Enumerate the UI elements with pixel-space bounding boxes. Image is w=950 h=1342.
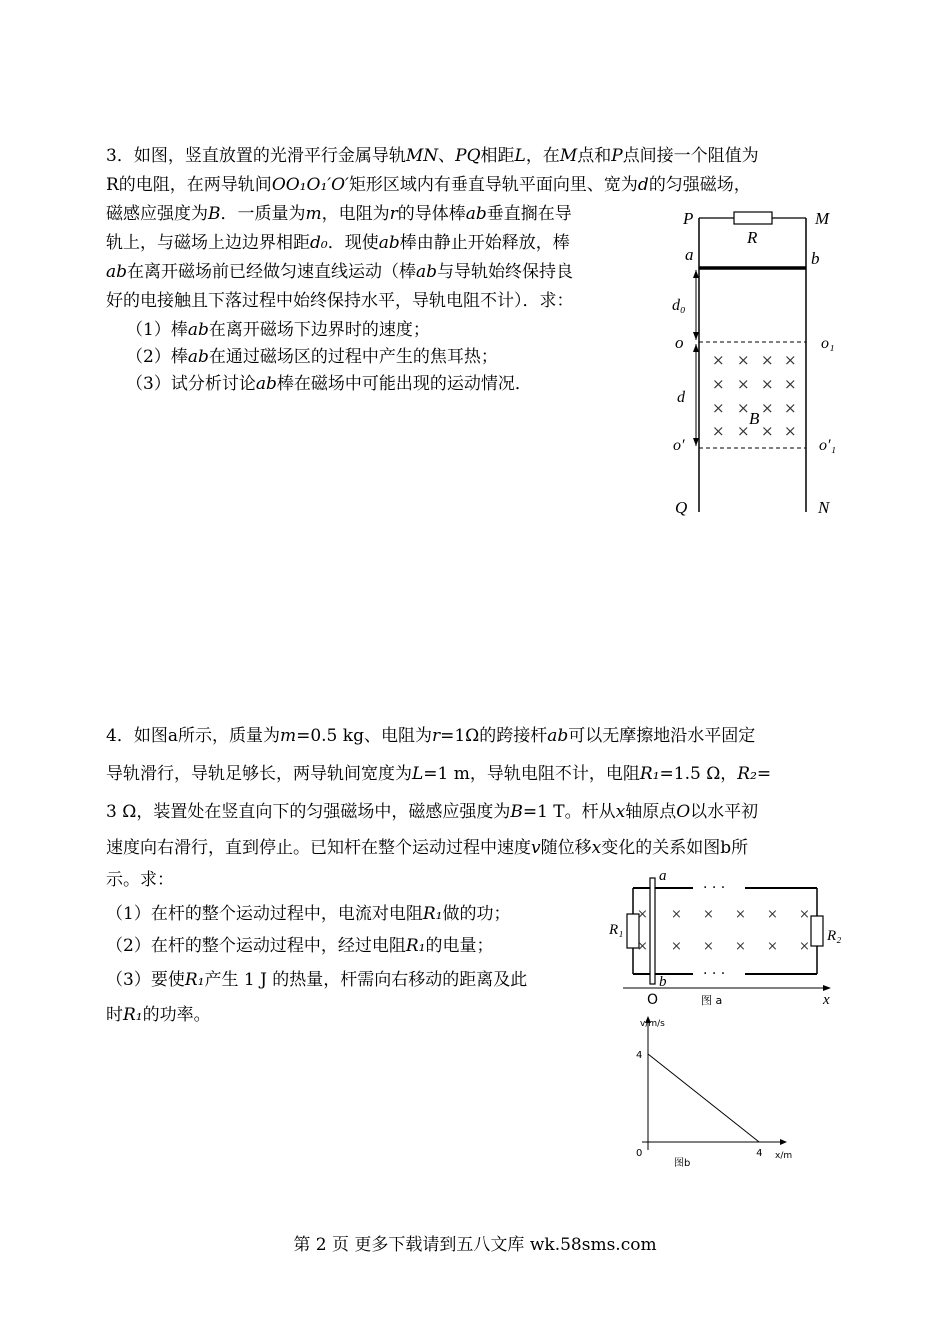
field-cross: × — [671, 939, 682, 954]
q3-line-4 — [106, 231, 570, 255]
q3-text: ，在 — [525, 146, 560, 166]
q3-var-ab: ab — [106, 262, 128, 282]
label-b: b — [811, 249, 820, 268]
q4-sub-1 — [106, 902, 510, 926]
q3-text: ，电阻为 — [321, 204, 390, 224]
q4-text: =1Ω的跨接杆 — [440, 726, 548, 746]
resistor-r — [734, 212, 772, 224]
q4-var-r1: R₁ — [405, 936, 426, 956]
q4-sub-2 — [106, 934, 493, 958]
q3-text: 3．如图，竖直放置的光滑平行金属导轨 — [106, 146, 406, 166]
field-cross: × — [735, 907, 746, 922]
label-r1: R₁ — [609, 922, 624, 938]
q3-text: 好的电接触且下落过程中始终保持水平，导轨电阻不计）．求： — [106, 291, 574, 311]
chart-layer — [636, 1016, 792, 1169]
label-o-prime: o′ — [673, 437, 685, 454]
q4-text: 可以无摩擦地沿水平固定 — [568, 726, 756, 746]
q3-text: 矩形区域内有垂直导轨平面向里、宽为 — [348, 175, 638, 195]
q4-var-o: O — [676, 802, 691, 822]
label-field-b: B — [749, 409, 760, 428]
q4-sub-3 — [106, 968, 527, 992]
y-tick-label: 4 — [636, 1050, 643, 1061]
q3-text: ．现使 — [327, 233, 379, 253]
field-cross: × — [737, 422, 750, 440]
dim-d-arrow-up — [693, 344, 699, 352]
q3-var-l: L — [514, 146, 526, 166]
field-cross: × — [761, 399, 774, 417]
field-cross: × — [799, 907, 810, 922]
q3-text: 与导轨始终保持良 — [437, 262, 574, 282]
q3-line-5 — [106, 260, 573, 284]
field-cross: × — [735, 939, 746, 954]
q4-text: 随位移 — [540, 838, 592, 858]
field-cross: × — [703, 939, 714, 954]
label-r: R — [747, 228, 758, 247]
q4-text: 做的功； — [442, 904, 511, 924]
field-cross: × — [712, 399, 725, 417]
label-o1-prime: o′₁ — [819, 437, 837, 454]
dim-d0-arrow-up — [693, 270, 699, 278]
q3-var-mn: MN — [405, 146, 439, 166]
label-x: x — [823, 992, 830, 1008]
x-axis-label: x/m — [775, 1151, 793, 1161]
q4-var-r1: R₁ — [639, 764, 660, 784]
label-d0: d₀ — [672, 297, 686, 314]
q4-sub-4 — [106, 1003, 211, 1027]
q4-var-r1: R₁ — [123, 1005, 143, 1025]
field-cross: × — [737, 351, 750, 369]
q4-figure-a — [605, 868, 855, 1008]
field-cross: × — [671, 907, 682, 922]
q3-var-ab: ab — [465, 204, 487, 224]
q3-var-pq: PQ — [455, 146, 481, 166]
q3-text: 相距 — [480, 146, 515, 166]
x-tick-label: 0 — [636, 1148, 643, 1159]
q3-text: （3）试分析讨论 — [126, 374, 256, 394]
q3-var-ab: ab — [187, 320, 209, 340]
magnetic-field-crosses — [637, 907, 810, 954]
q3-line-3 — [106, 202, 572, 226]
field-cross: × — [703, 907, 714, 922]
q4-text: =1 T。杆从 — [522, 802, 616, 822]
q3-text: 棒由静止开始释放，棒 — [399, 233, 570, 253]
q3-var-r: r — [389, 204, 398, 224]
resistor-r2 — [811, 916, 823, 946]
q4-text: 示。求： — [106, 870, 174, 890]
q4-var-v: v — [531, 838, 541, 858]
rod-ab — [650, 878, 655, 984]
field-cross: × — [712, 351, 725, 369]
q3-var-mass: m — [305, 204, 322, 224]
chart-title: 图b — [674, 1158, 691, 1169]
q4-text: 速度向右滑行，直到停止。已知杆在整个运动过程中速度 — [106, 838, 531, 858]
q3-text: 轨上，与磁场上边边界相距 — [106, 233, 310, 253]
q3-var-region: OO₁O₁′O′ — [271, 175, 349, 195]
label-m: M — [815, 209, 830, 228]
field-cross: × — [712, 422, 725, 440]
label-b: b — [659, 974, 667, 990]
field-cross: × — [767, 907, 778, 922]
field-cross: × — [761, 351, 774, 369]
q4-var-x: x — [615, 802, 626, 822]
q3-text: R的电阻，在两导轨间 — [106, 175, 272, 195]
q3-text: 垂直搁在导 — [486, 204, 572, 224]
q4-line-5 — [106, 868, 174, 892]
field-cross: × — [712, 375, 725, 393]
field-cross: × — [761, 422, 774, 440]
q4-text: 轴原点 — [625, 802, 677, 822]
q4-var-r1: R₁ — [184, 970, 205, 990]
field-cross: × — [637, 939, 648, 954]
q3-text: 在离开磁场下边界时的速度； — [208, 320, 430, 340]
q4-var-x: x — [591, 838, 602, 858]
x-axis-arrow — [780, 1139, 787, 1145]
q3-var-ab: ab — [416, 262, 438, 282]
q3-text: 的匀强磁场， — [648, 175, 751, 195]
q4-line-2 — [106, 762, 771, 786]
field-cross: × — [761, 375, 774, 393]
field-cross: × — [784, 375, 797, 393]
dim-d0-arrow-down — [693, 332, 699, 340]
q3-text: 磁感应强度为 — [106, 204, 208, 224]
q3-var-ab: ab — [255, 374, 277, 394]
q4-text: （2）在杆的整个运动过程中，经过电阻 — [106, 936, 406, 956]
q4-text: 时 — [106, 1005, 123, 1025]
q4-text: 产生 1 J 的热量，杆需向右移动的距离及此 — [204, 970, 528, 990]
q3-var-d0: d₀ — [310, 233, 328, 253]
q3-var-m-point: M — [559, 146, 578, 166]
q3-text: 点间接一个阻值为 — [622, 146, 759, 166]
q4-var-l: L — [412, 764, 424, 784]
q4-text: 3 Ω，装置处在竖直向下的匀强磁场中，磁感应强度为 — [106, 802, 511, 822]
q3-text: （2）棒 — [126, 347, 188, 367]
field-cross: × — [737, 375, 750, 393]
q3-line-1 — [106, 144, 759, 168]
label-q: Q — [675, 498, 688, 517]
q3-var-ab: ab — [187, 347, 209, 367]
label-o: o — [675, 333, 684, 352]
label-d: d — [677, 389, 685, 406]
q4-text: = — [756, 764, 772, 784]
q4-figure-b-chart — [620, 1015, 800, 1185]
q3-text: 在通过磁场区的过程中产生的焦耳热； — [208, 347, 498, 367]
label-n: N — [818, 498, 830, 517]
q3-text: 的导体棒 — [397, 204, 466, 224]
label-o1: o₁ — [821, 335, 835, 352]
field-cross: × — [784, 422, 797, 440]
q3-text: ．一质量为 — [220, 204, 306, 224]
q4-var-b: B — [510, 802, 523, 822]
q3-var-p-point: P — [611, 146, 623, 166]
field-cross: × — [784, 399, 797, 417]
q4-var-ab: ab — [547, 726, 569, 746]
q4-line-3 — [106, 800, 758, 824]
q4-text: =1 m，导轨电阻不计，电阻 — [423, 764, 640, 784]
q3-sub-3 — [126, 372, 532, 396]
q4-line-4 — [106, 836, 748, 860]
q3-sub-2 — [126, 345, 498, 369]
field-cross: × — [784, 351, 797, 369]
q3-text: 在离开磁场前已经做匀速直线运动（棒 — [127, 262, 417, 282]
q3-var-d: d — [637, 175, 649, 195]
q3-line-2 — [106, 173, 751, 197]
q3-text: 棒在磁场中可能出现的运动情况． — [276, 374, 532, 394]
q4-text: 变化的关系如图b所 — [601, 838, 749, 858]
field-cross: × — [767, 939, 778, 954]
dim-d-arrow-down — [693, 438, 699, 446]
q4-text: =1.5 Ω， — [659, 764, 738, 784]
q3-sub-1 — [126, 318, 430, 342]
x-axis-arrow — [823, 985, 831, 991]
q3-var-b: B — [208, 204, 221, 224]
q3-var-ab: ab — [378, 233, 400, 253]
field-cross: × — [737, 399, 750, 417]
q3-line-6 — [106, 289, 574, 313]
q4-text: （1）在杆的整个运动过程中，电流对电阻 — [106, 904, 423, 924]
q4-text: 以水平初 — [690, 802, 759, 822]
q4-var-r2: R₂ — [737, 764, 757, 784]
label-a: a — [659, 868, 667, 884]
q3-text: 、 — [438, 146, 456, 166]
x-tick-label: 4 — [756, 1148, 763, 1159]
q4-text: 导轨滑行，导轨足够长，两导轨间宽度为 — [106, 764, 412, 784]
caption-fig-a: 图 a — [701, 994, 723, 1007]
q4-var-r1: R₁ — [422, 904, 443, 924]
label-r2: R₂ — [827, 928, 842, 944]
series-line — [648, 1054, 759, 1142]
q3-text: （1）棒 — [126, 320, 188, 340]
dots-bottom: · · · — [703, 966, 726, 982]
field-cross: × — [799, 939, 810, 954]
q4-var-m: m — [279, 726, 297, 746]
field-cross: × — [637, 907, 648, 922]
dots-top: · · · — [703, 880, 726, 896]
q4-text: =0.5 kg、电阻为 — [296, 726, 432, 746]
q3-text: 点和 — [577, 146, 612, 166]
q4-text: 的功率。 — [142, 1005, 211, 1025]
q4-text: （3）要使 — [106, 970, 185, 990]
q4-line-1 — [106, 724, 755, 748]
label-origin: O — [647, 992, 659, 1008]
q3-rail-figure — [665, 200, 855, 520]
y-axis-label: v/m/s — [640, 1019, 665, 1029]
q4-text: 的电量； — [425, 936, 494, 956]
label-p: P — [683, 209, 694, 228]
q4-text: 4．如图a所示，质量为 — [106, 726, 280, 746]
page-footer: 第 2 页 更多下载请到五八文库 wk.58sms.com — [293, 1235, 657, 1255]
q4-var-r: r — [431, 726, 441, 746]
label-a: a — [685, 245, 694, 264]
